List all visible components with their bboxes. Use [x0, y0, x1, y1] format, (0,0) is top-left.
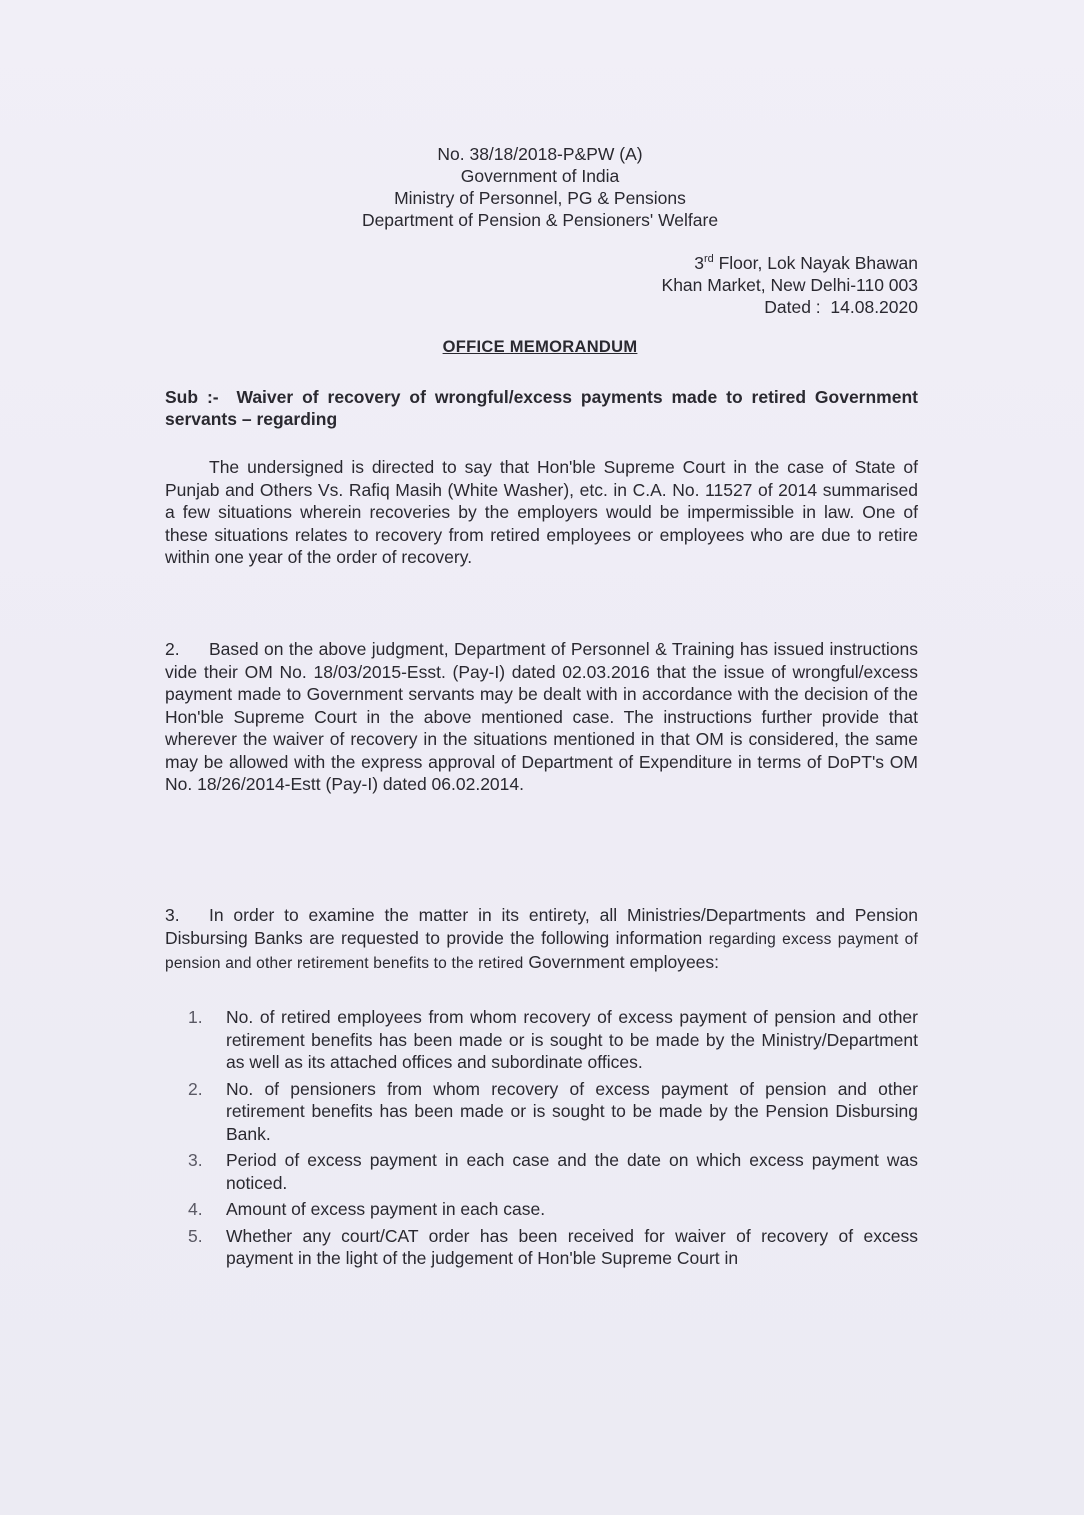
- subject-text: Waiver of recovery of wrongful/excess payments made to retired Government servants – regarding: [165, 387, 918, 429]
- subject-line: [165, 386, 918, 430]
- memo-title: OFFICE MEMORANDUM: [442, 338, 638, 356]
- date-value: 14.08.2020: [830, 297, 918, 317]
- paragraph-2: 2. Based on the above judgment, Department of Personnel & Training has issued instructions vide their OM No. 18/03/2015-Esst. (Pay-I) dated 02.03.2016 that the issue of wrongful/excess payment made to Government servants may be dealt with in accordance with the decision of the Hon'ble Supreme Court in the above mentioned case. The instructions further provide that wherever the waiver of recovery in the situations mentioned in that OM is considered, the same may be allowed with the express approval of Department of Expenditure in terms of DoPT's OM No. 18/26/2014-Estt (Pay-I) dated 06.02.2014.: [165, 639, 918, 794]
- list-item: 2. No. of pensioners from whom recovery of excess payment of pension and other retirement benefits has been made or is sought to be made by the Pension Disbursing Bank.: [188, 1078, 918, 1144]
- paragraph-1: The undersigned is directed to say that Hon'ble Supreme Court in the case of State of Punjab and Others Vs. Rafiq Masih (White Washer), etc. in C.A. No. 11527 of 2014 summarised a few situations wherein recoveries by the employers would be impermissible in law. One of these situations relates to recovery from retired employees or employees who are due to retire within one year of the order of recovery.: [165, 457, 918, 567]
- list-item: 1. No. of retired employees from whom recovery of excess payment of pension and other retirement benefits has been made or is sought to be made by the Ministry/Department as well as its attached offices and subordinate offices.: [188, 1007, 918, 1072]
- subject-label: Sub :-: [165, 387, 219, 407]
- information-list: [188, 1006, 918, 1274]
- paragraph-number: 2.: [165, 639, 180, 659]
- department-name: Department of Pension & Pensioners' Welfare: [361, 210, 719, 230]
- paragraph-number: 3.: [165, 905, 180, 925]
- ministry-name: Ministry of Personnel, PG & Pensions: [394, 188, 686, 208]
- address-line-1: 3rd Floor, Lok Nayak Bhawan: [694, 253, 918, 273]
- paragraph-3: 3. In order to examine the matter in its entirety, all Ministries/Departments and Pension Disbursing Banks are requested to provide the following information regarding excess payment of pension and other retirement benefits to the retired Government employees:: [165, 905, 918, 972]
- letterhead: [300, 143, 780, 231]
- address-line-2: Khan Market, New Delhi-110 003: [661, 275, 918, 295]
- file-number: No. 38/18/2018-P&PW (A): [437, 144, 643, 164]
- government-name: Government of India: [460, 166, 620, 186]
- address-block: [662, 252, 918, 318]
- date-line: Dated : 14.08.2020: [764, 297, 918, 317]
- list-item: 5. Whether any court/CAT order has been received for waiver of recovery of excess payment in the light of the judgement of Hon'ble Supreme Court in: [188, 1225, 918, 1268]
- list-item: 4. Amount of excess payment in each case.: [188, 1199, 546, 1219]
- list-item: 3. Period of excess payment in each case and the date on which excess payment was noticed.: [188, 1150, 918, 1193]
